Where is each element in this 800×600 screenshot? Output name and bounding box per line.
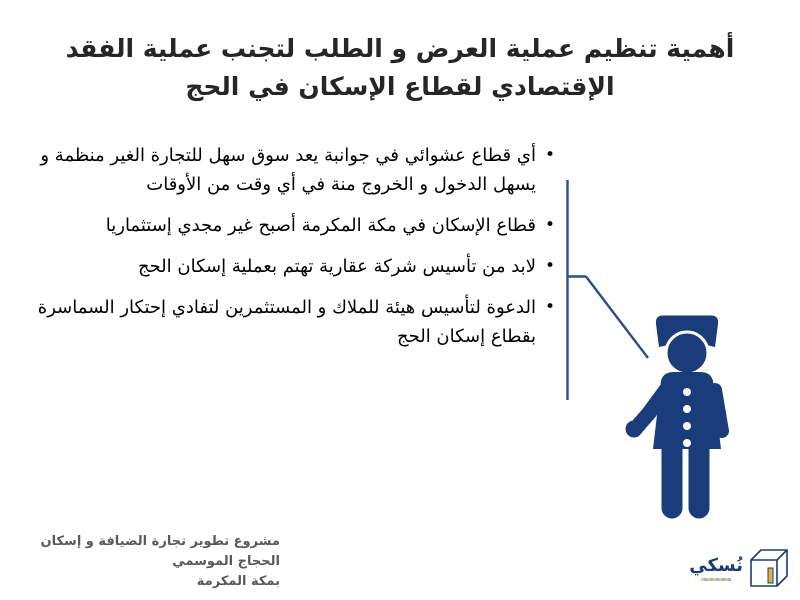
bullet-list — [28, 141, 555, 363]
bullet-marker: • — [544, 297, 555, 317]
bullet-text: أي قطاع عشوائي في جوانبة يعد سوق سهل للتجارة الغير منظمة و يسهل الدخول و الخروج منة في أي وقت من الأوقات — [40, 145, 536, 195]
slide-title — [50, 30, 750, 106]
jacket-buttons — [683, 388, 691, 447]
logo-tagline — [701, 578, 731, 581]
footer-line1: مشروع تطوير تجارة الضيافة و إسكان الحجاج الموسمي — [40, 534, 280, 569]
footer-project-name — [8, 532, 280, 592]
bullet-marker: • — [544, 256, 555, 276]
list-item — [28, 141, 555, 199]
list-item — [28, 211, 555, 240]
bullet-text: قطاع الإسكان في مكة المكرمة أصبح غير مجدي إستثماريا — [105, 215, 536, 236]
bullet-text: لابد من تأسيس شركة عقارية تهتم بعملية إسكان الحج — [137, 256, 536, 277]
footer-line2: بمكة المكرمة — [196, 574, 280, 589]
list-item — [28, 293, 555, 351]
bullet-marker: • — [544, 145, 555, 165]
bullet-marker: • — [544, 215, 555, 235]
bellhop-figure-icon — [626, 316, 723, 509]
brand-logo — [689, 546, 790, 590]
logo-wordmark: نُسكي — [689, 554, 743, 576]
bullet-text: الدعوة لتأسيس هيئة للملاك و المستثمرين لتفادي إحتكار السماسرة بقطاع إسكان الحج — [37, 297, 536, 347]
slide-title-line2: الإقتصادي لقطاع الإسكان في الحج — [185, 72, 615, 101]
logo-text-block — [689, 556, 743, 581]
cube-logo-icon — [748, 546, 790, 590]
slide-title-line1: أهمية تنظيم عملية العرض و الطلب لتجنب عملية الفقد — [65, 34, 735, 63]
list-item — [28, 252, 555, 281]
connector-line — [568, 180, 649, 400]
